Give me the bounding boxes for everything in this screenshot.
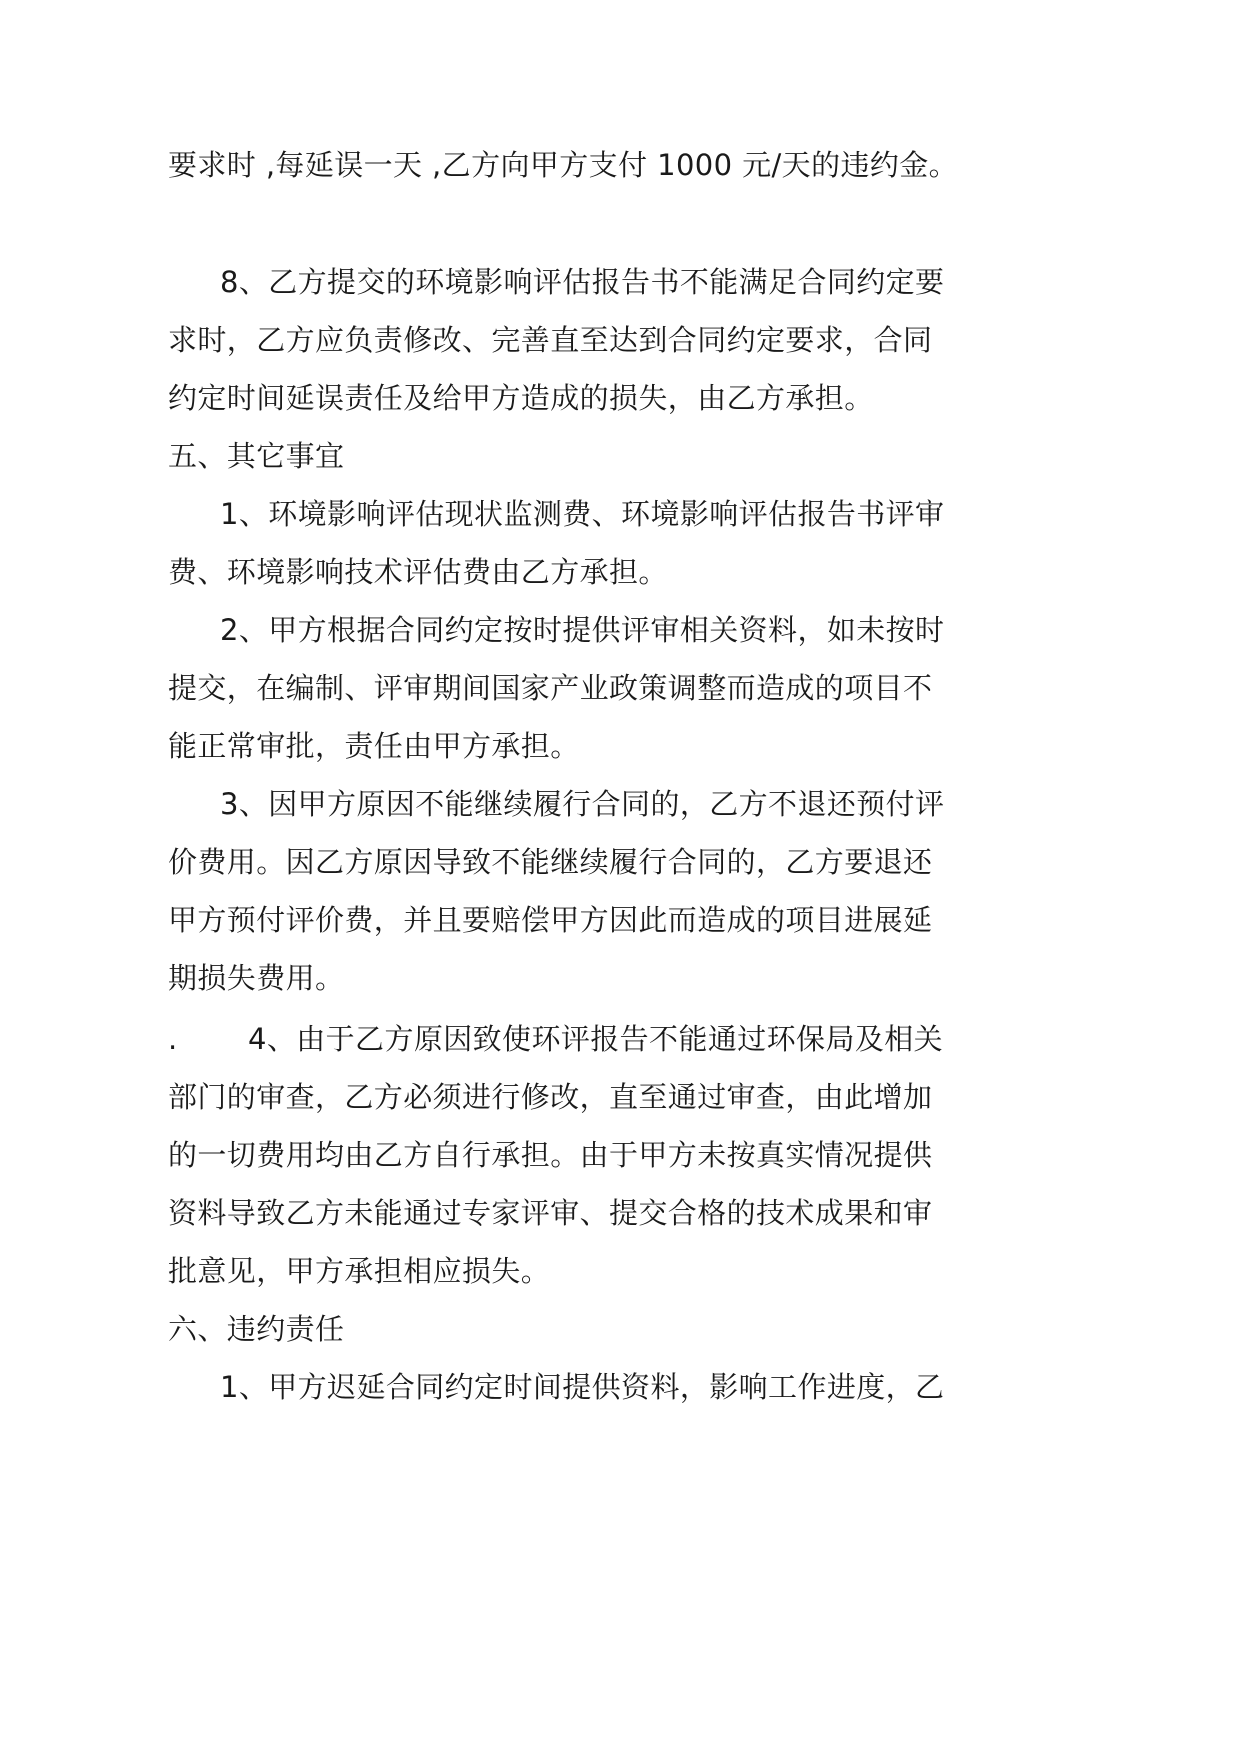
text-line: 批意见，甲方承担相应损失。 bbox=[168, 1254, 551, 1288]
text-line: 要求时 ,每延误一天 ,乙方向甲方支付 1000 元/天的违约金。 bbox=[168, 148, 959, 182]
text-line: 资料导致乙方未能通过专家评审、提交合格的技术成果和审 bbox=[168, 1196, 933, 1230]
text-line: 8、乙方提交的环境影响评估报告书不能满足合同约定要 bbox=[220, 265, 945, 299]
text-line: 2、甲方根据合同约定按时提供评审相关资料，如未按时 bbox=[220, 613, 945, 647]
text-line: 约定时间延误责任及给甲方造成的损失，由乙方承担。 bbox=[168, 381, 874, 415]
text-line: 价费用。因乙方原因导致不能继续履行合同的，乙方要退还 bbox=[168, 845, 933, 879]
text-line: 1、甲方迟延合同约定时间提供资料，影响工作进度，乙 bbox=[220, 1370, 945, 1404]
text-line: 提交，在编制、评审期间国家产业政策调整而造成的项目不 bbox=[168, 671, 933, 705]
stray-dot: . bbox=[168, 1022, 178, 1056]
text-line: 求时，乙方应负责修改、完善直至达到合同约定要求，合同 bbox=[168, 323, 933, 357]
text-line: 期损失费用。 bbox=[168, 961, 345, 995]
section-heading: 五、其它事宜 bbox=[168, 439, 345, 473]
text-line: 部门的审查，乙方必须进行修改，直至通过审查，由此增加 bbox=[168, 1080, 933, 1114]
text-line: 1、环境影响评估现状监测费、环境影响评估报告书评审 bbox=[220, 497, 945, 531]
text-line: 甲方预付评价费，并且要赔偿甲方因此而造成的项目进展延 bbox=[168, 903, 933, 937]
text-line: 费、环境影响技术评估费由乙方承担。 bbox=[168, 555, 668, 589]
section-heading: 六、违约责任 bbox=[168, 1312, 345, 1346]
text-line: 3、因甲方原因不能继续履行合同的，乙方不退还预付评 bbox=[220, 787, 945, 821]
text-line: 4、由于乙方原因致使环评报告不能通过环保局及相关 bbox=[248, 1022, 944, 1056]
text-line: 的一切费用均由乙方自行承担。由于甲方未按真实情况提供 bbox=[168, 1138, 933, 1172]
text-line: 能正常审批，责任由甲方承担。 bbox=[168, 729, 580, 763]
